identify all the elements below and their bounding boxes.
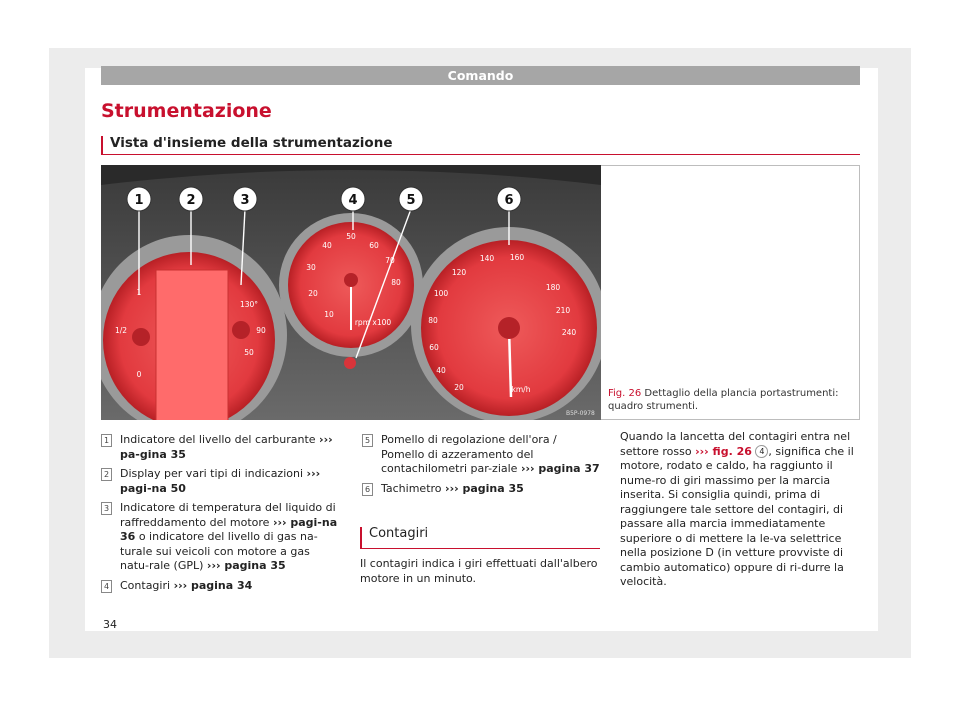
section-header: Comando bbox=[101, 66, 860, 85]
callout-5: 5 bbox=[406, 193, 416, 208]
item-text: Display per vari tipi di indicazioni bbox=[120, 467, 304, 480]
page-number: 34 bbox=[103, 618, 117, 631]
speed-tick-60: 60 bbox=[429, 343, 439, 352]
tach-tick-20: 20 bbox=[308, 289, 318, 298]
fuel-mark-full: 1 bbox=[136, 288, 142, 297]
speed-tick-20: 20 bbox=[454, 383, 464, 392]
page-link[interactable]: ››› pa-gina 35 bbox=[120, 433, 333, 461]
page-link[interactable]: ››› pagina 35 bbox=[206, 559, 286, 572]
item-text: o indicatore del livello di gas na-turale sui veicoli con motore a gas natu-rale (GPL) bbox=[120, 530, 318, 572]
contagiri-paragraph: Il contagiri indica i giri effettuati dall'albero motore in un minuto. bbox=[360, 557, 598, 585]
right-paragraph bbox=[620, 430, 860, 590]
list-item bbox=[101, 433, 341, 462]
page-title: Strumentazione bbox=[101, 100, 272, 122]
tach-unit: rpm x100 bbox=[354, 318, 392, 327]
item-text: Pomello di regolazione dell'ora / Pomello di azzeramento del contachilometri par-ziale bbox=[381, 433, 557, 475]
fuel-mark-half: 1/2 bbox=[114, 326, 128, 335]
instrument-cluster-figure bbox=[101, 165, 601, 420]
speed-tick-210: 210 bbox=[555, 306, 571, 315]
item-text: Indicatore di temperatura del liquido di raffreddamento del motore bbox=[120, 501, 336, 529]
legend-list-left bbox=[101, 433, 341, 598]
tach-tick-30: 30 bbox=[306, 263, 316, 272]
speed-tick-80: 80 bbox=[428, 316, 438, 325]
tach-tick-70: 70 bbox=[385, 256, 395, 265]
speed-unit: km/h bbox=[511, 385, 531, 394]
callout-4: 4 bbox=[348, 193, 358, 208]
item-number: 5 bbox=[362, 434, 373, 447]
item-number: 6 bbox=[362, 483, 373, 496]
list-item bbox=[101, 467, 341, 496]
speed-tick-160: 160 bbox=[509, 253, 525, 262]
speed-tick-140: 140 bbox=[479, 254, 495, 263]
paragraph-text: Quando la lancetta del contagiri entra nel settore rosso bbox=[620, 430, 851, 458]
speed-tick-240: 240 bbox=[561, 328, 577, 337]
page-link[interactable]: ››› pagi-na 50 bbox=[120, 467, 321, 495]
item-number: 4 bbox=[101, 580, 112, 593]
temp-mark-low: 50 bbox=[244, 348, 254, 357]
contagiri-heading: Contagiri bbox=[360, 527, 600, 549]
list-item bbox=[101, 501, 341, 574]
list-item bbox=[362, 482, 602, 497]
page-link[interactable]: ››› pagina 37 bbox=[520, 462, 600, 475]
callout-2: 2 bbox=[186, 193, 196, 208]
item-number: 1 bbox=[101, 434, 112, 447]
tach-tick-60: 60 bbox=[369, 241, 379, 250]
temp-mark-mid: 90 bbox=[256, 326, 266, 335]
speed-tick-120: 120 bbox=[451, 268, 467, 277]
fuel-mark-empty: 0 bbox=[136, 370, 142, 379]
list-item bbox=[101, 579, 341, 594]
item-text: Contagiri bbox=[120, 578, 171, 592]
figure-caption bbox=[608, 388, 858, 413]
item-number: 3 bbox=[101, 502, 112, 515]
subtitle: Vista d'insieme della strumentazione bbox=[101, 136, 860, 155]
callout-1: 1 bbox=[134, 193, 144, 208]
page-link[interactable]: ››› pagina 34 bbox=[173, 578, 253, 592]
callout-6: 6 bbox=[504, 193, 514, 208]
paragraph-text: , significa che il motore, rodato e caldo, ha raggiunto il nume-ro di giri massimo per la marcia inserita. Si consiglia quindi, prima di raggiungere tale settore del contagiri, di passare alla marcia immediatamente superiore o di mettere la le-va selettrice nella posizione D (in vetture provviste di cambio automatico) oppure di ri-durre la velocità. bbox=[620, 444, 854, 588]
item-text: Tachimetro bbox=[381, 481, 442, 495]
callout-3: 3 bbox=[240, 193, 250, 208]
tach-tick-80: 80 bbox=[391, 278, 401, 287]
figure-link[interactable]: ››› fig. 26 bbox=[695, 444, 752, 458]
item-number: 2 bbox=[101, 468, 112, 481]
page-link[interactable]: ››› pagi-na 36 bbox=[120, 515, 338, 543]
figure-caption-text: Dettaglio della plancia portastrumenti: quadro strumenti. bbox=[608, 388, 839, 412]
tach-tick-10: 10 bbox=[324, 310, 334, 319]
legend-list-mid bbox=[362, 433, 602, 501]
callout-badge: 4 bbox=[755, 445, 768, 458]
tach-tick-40: 40 bbox=[322, 241, 332, 250]
image-code: B5P-0978 bbox=[566, 410, 595, 417]
figure-ref[interactable]: Fig. 26 bbox=[608, 388, 642, 399]
page-link[interactable]: ››› pagina 35 bbox=[445, 481, 524, 495]
speed-tick-100: 100 bbox=[433, 289, 449, 298]
speed-tick-40: 40 bbox=[436, 366, 446, 375]
speed-tick-180: 180 bbox=[545, 283, 561, 292]
tach-tick-50: 50 bbox=[346, 232, 356, 241]
list-item bbox=[362, 433, 602, 477]
temp-mark-high: 130° bbox=[239, 300, 259, 309]
item-text: Indicatore del livello del carburante bbox=[120, 433, 316, 446]
